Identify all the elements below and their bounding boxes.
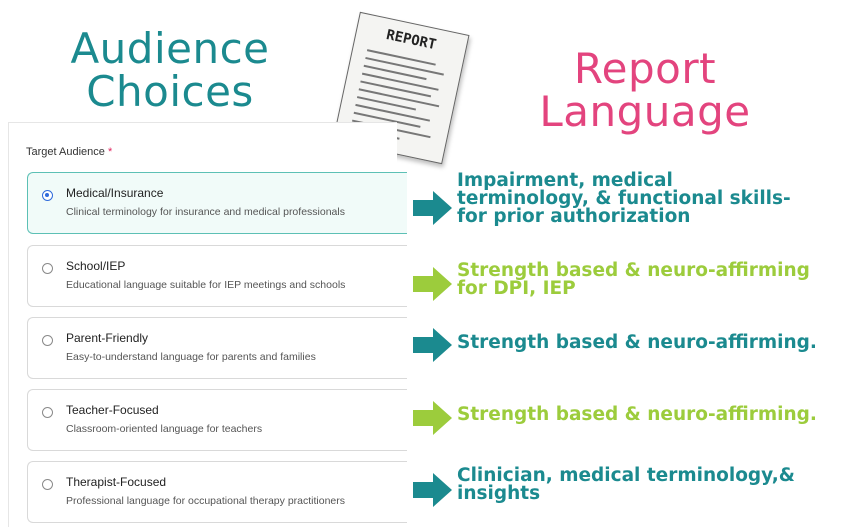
arrow-right-icon — [413, 327, 453, 363]
heading-line: Audience — [70, 24, 270, 73]
report-language-heading — [500, 44, 790, 136]
arrow-right-icon — [413, 266, 453, 302]
audience-option-teacher-focused[interactable] — [27, 389, 407, 451]
option-description: Educational language suitable for IEP meetings and schools — [66, 279, 346, 291]
doc-text-line — [367, 49, 436, 66]
required-marker: * — [107, 146, 113, 158]
desc-line: insights — [457, 483, 541, 505]
doc-text-line — [360, 80, 431, 97]
option-title: Therapist-Focused — [66, 475, 167, 489]
option-title: Medical/Insurance — [66, 186, 164, 200]
option-title: School/IEP — [66, 259, 126, 273]
heading-line: Report — [573, 44, 717, 93]
target-audience-label — [26, 146, 112, 158]
desc-line: Strength based & neuro-affirming. — [457, 404, 817, 425]
report-language-school — [457, 262, 810, 298]
field-label-text: Target Audience — [26, 146, 105, 158]
desc-line: Clinician, medical terminology,& — [457, 465, 795, 486]
radio-icon[interactable] — [42, 335, 53, 346]
report-language-parent — [457, 334, 817, 352]
radio-icon[interactable] — [42, 479, 53, 490]
audience-choices-heading — [40, 24, 300, 116]
arrow-right-icon — [413, 400, 453, 436]
radio-icon[interactable] — [42, 407, 53, 418]
option-description: Professional language for occupational therapy practitioners — [66, 495, 346, 507]
radio-icon[interactable] — [42, 263, 53, 274]
option-title: Parent-Friendly — [66, 331, 149, 345]
report-language-teacher — [457, 406, 817, 424]
desc-line: Strength based & neuro-affirming — [457, 260, 810, 281]
arrow-right-icon — [413, 190, 453, 226]
arrow-right-icon — [413, 472, 453, 508]
report-language-therapist — [457, 467, 795, 503]
option-description: Easy-to-understand language for parents and families — [66, 351, 316, 363]
option-description: Classroom-oriented language for teachers — [66, 423, 263, 435]
option-title: Teacher-Focused — [66, 403, 159, 417]
option-description: Clinical terminology for insurance and medical professionals — [66, 206, 345, 218]
desc-line: for DPI, IEP — [457, 278, 576, 300]
desc-line: terminology, & functional skills- — [457, 188, 791, 210]
desc-line: Impairment, medical — [457, 170, 673, 191]
audience-option-parent-friendly[interactable] — [27, 317, 407, 379]
audience-option-school-iep[interactable] — [27, 245, 407, 307]
desc-line: for prior authorization — [457, 206, 691, 228]
audience-option-therapist-focused[interactable] — [27, 461, 407, 523]
heading-line: Language — [539, 86, 751, 136]
report-language-medical — [457, 172, 791, 226]
desc-line: Strength based & neuro-affirming. — [457, 332, 817, 353]
report-doc-title: REPORT — [384, 26, 438, 54]
radio-selected-icon[interactable] — [42, 190, 53, 201]
audience-option-medical-insurance[interactable] — [27, 172, 407, 234]
heading-line: Choices — [86, 66, 254, 116]
